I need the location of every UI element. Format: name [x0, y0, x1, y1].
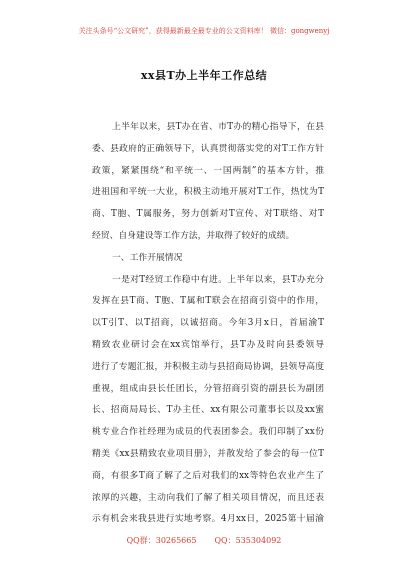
body-line: 上半年以来，县T办在省、市T办的精心指导下，在县 — [112, 122, 324, 132]
document-body — [92, 117, 324, 531]
qq-group-number: QQ群：30265665 — [126, 536, 197, 545]
body-line: 精致农业研讨会在xx宾馆举行，县T办及时向县委领导 — [92, 339, 324, 350]
body-line: 桃专业合作社经理为成员的代表团参会。我们印制了xx份 — [92, 427, 324, 438]
paragraph-trade-work — [92, 270, 324, 532]
body-line: 长、招商局局长、T办主任、xx有限公司董事长以及xx蜜 — [92, 405, 324, 416]
body-line: 进行了专题汇报，并积极主动与县招商局协调，县领导高度 — [92, 361, 324, 372]
body-line: 经贸、自身建设等工作方法，并取得了较好的成绩。 — [92, 230, 295, 241]
body-line: 商、T胞、T属服务，努力创新对T宣传、对T联络、对T — [92, 209, 324, 220]
section-heading-text: 一、工作开展情况 — [112, 252, 183, 263]
document-title: xx县T办上半年工作总结 — [140, 69, 268, 82]
body-line: 政策，紧紧围绕“和平统一、一国两制”的基本方针，推 — [92, 165, 324, 176]
body-line: 示有机会来我县进行实地考察。4月xx日，2025第十届渝 — [92, 514, 324, 525]
section-heading — [92, 248, 324, 270]
body-line: 发挥在县T商、T胞、T属和T联会在招商引资中的作用， — [92, 296, 324, 307]
footer-contact — [0, 534, 408, 548]
body-line: 浓厚的兴趣，主动向我们了解了相关项目情况，而且还表 — [92, 492, 324, 503]
body-line: 重视，组成由县长任团长，分管招商引资的副县长为副团 — [92, 383, 324, 394]
header-promo-note: 关注头条号“公文研究”，获得最新最全最专业的公文资料库！ 微信：gongwenyj — [78, 27, 330, 35]
body-line: 精美《xx县精致农业项目册》，并散发给了参会的每一位T — [92, 448, 324, 459]
body-line: 进祖国和平统一大业，积极主动地开展对T工作，热忱为T — [92, 187, 324, 198]
paragraph-intro — [92, 117, 324, 248]
body-line: 一是对T经贸工作稳中有进。上半年以来，县T办充分 — [112, 274, 324, 285]
body-line: 商，有很多T商了解了之后对我们的xx等特色农业产生了 — [92, 470, 324, 481]
body-line: 以T引T、以T招商，以诚招商。今年3月x日，首届渝T — [92, 318, 324, 329]
body-line: 委、县政府的正确领导下，认真贯彻落实党的对T工作方针 — [92, 143, 324, 154]
qq-number: QQ：535304092 — [214, 536, 282, 545]
